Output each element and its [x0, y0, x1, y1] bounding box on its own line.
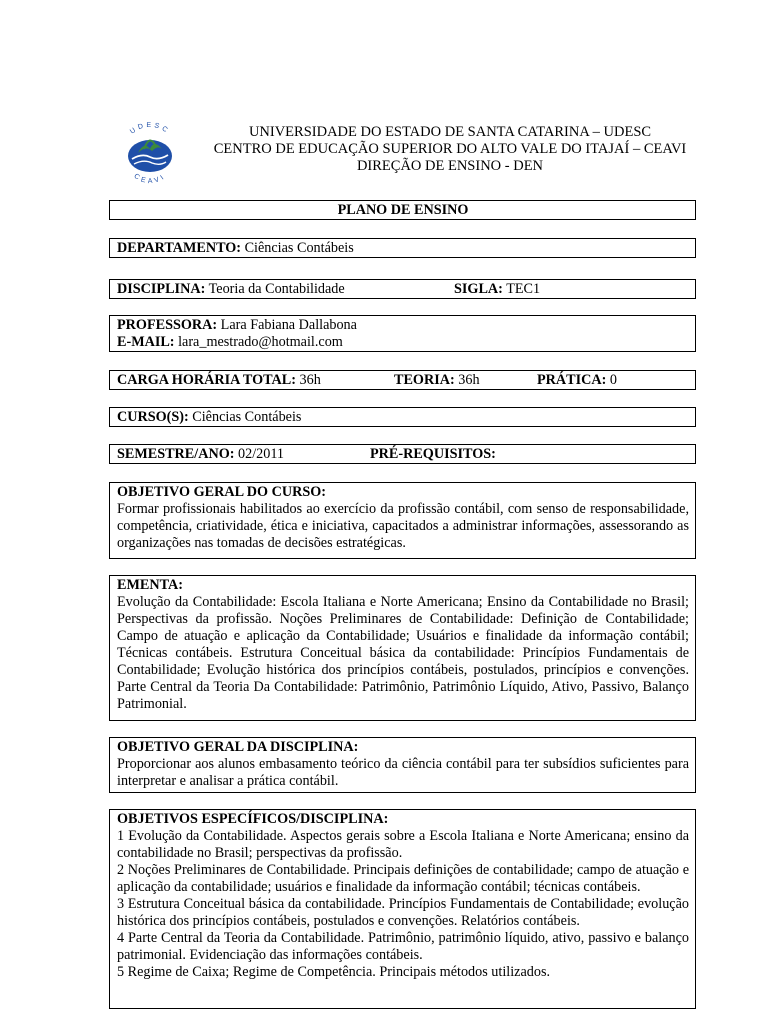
logo-text-bottom: CEAVI	[132, 172, 168, 186]
course-value: Ciências Contábeis	[192, 409, 302, 425]
theory-value: 36h	[458, 372, 480, 388]
department-box	[109, 238, 696, 258]
document-header	[110, 115, 700, 190]
specific-objective-item: 3 Estrutura Conceitual básica da contabilidade. Princípios Fundamentais de Contabilidade; evolução histórica dos princípios contábeis, postulados e convenções. Relatórios contábeis.	[117, 896, 689, 929]
course-objective-box	[109, 482, 696, 559]
specific-objectives-heading: OBJETIVOS ESPECÍFICOS/DISCIPLINA:	[117, 811, 389, 827]
center-name: CENTRO DE EDUCAÇÃO SUPERIOR DO ALTO VALE DO ITAJAÍ – CEAVI	[213, 141, 687, 157]
logo-text-top: UDESC	[129, 121, 171, 136]
professor-value: Lara Fabiana Dallabona	[220, 317, 357, 333]
email-label: E-MAIL:	[117, 334, 175, 350]
ementa-text: Evolução da Contabilidade: Escola Italiana e Norte Americana; Ensino da Contabilidade no Brasil; Perspectivas da profissão. Noções Preliminares de Contabilidade: Definição de Contabilidade; Campo de atuação e aplicação da Contabilidade; Usuários e finalidade da informação contábil; Técnicas contábeis. Estrutura Conceitual básica da contabilidade: Princípios Fundamentais de Contabilidade; Evolução histórica dos princípios contábeis, postulados, princípios e convenções. Parte Central da Teoria Da Contabilidade: Patrimônio, Patrimônio Líquido, Ativo, Passivo, Balanço Patrimonial.	[117, 594, 689, 712]
sigla-value: TEC1	[506, 281, 541, 297]
plan-title: PLANO DE ENSINO	[337, 202, 469, 218]
workload-total-label: CARGA HORÁRIA TOTAL:	[117, 372, 296, 388]
practice-label: PRÁTICA:	[537, 372, 607, 388]
specific-objective-item: 4 Parte Central da Teoria da Contabilidade. Patrimônio, patrimônio líquido, ativo, passivo e balanço patrimonial. Evidenciação das informações contábeis.	[117, 930, 689, 963]
department-value: Ciências Contábeis	[244, 240, 354, 256]
udesc-ceavi-seal-icon	[116, 119, 184, 187]
semester-box	[109, 444, 696, 464]
ementa-box	[109, 575, 696, 721]
university-name: UNIVERSIDADE DO ESTADO DE SANTA CATARINA – UDESC	[248, 124, 652, 140]
discipline-box	[109, 279, 696, 299]
professor-box	[109, 315, 696, 352]
sigla-label: SIGLA:	[454, 281, 503, 297]
course-objective-text: Formar profissionais habilitados ao exercício da profissão contábil, com senso de responsabilidade, competência, criatividade, ética e iniciativa, capacitados a administrar informações, assessorando as organizações nas tomadas de decisões estratégicas.	[117, 501, 689, 551]
ementa-heading: EMENTA:	[117, 577, 183, 593]
semester-label: SEMESTRE/ANO:	[117, 446, 235, 462]
theory-label: TEORIA:	[394, 372, 455, 388]
direction-name: DIREÇÃO DE ENSINO - DEN	[356, 158, 544, 174]
discipline-objective-heading: OBJETIVO GERAL DA DISCIPLINA:	[117, 739, 359, 755]
specific-objectives-box	[109, 809, 696, 1009]
semester-value: 02/2011	[238, 446, 284, 462]
discipline-label: DISCIPLINA:	[117, 281, 206, 297]
svg-text:UDESC	[129, 122, 171, 136]
course-label: CURSO(S):	[117, 409, 189, 425]
svg-text:CEAVI	[133, 173, 168, 185]
workload-box	[109, 370, 696, 390]
specific-objective-item: 5 Regime de Caixa; Regime de Competência. Principais métodos utilizados.	[117, 964, 551, 980]
discipline-value: Teoria da Contabilidade	[208, 281, 345, 297]
prerequisites-label: PRÉ-REQUISITOS:	[370, 446, 496, 462]
course-objective-heading: OBJETIVO GERAL DO CURSO:	[117, 484, 327, 500]
specific-objective-item: 2 Noções Preliminares de Contabilidade. Principais definições de contabilidade; campo de atuação e aplicação da contabilidade; usuários e finalidade da informação contábil; técnicas contábeis.	[117, 862, 689, 895]
practice-value: 0	[609, 372, 617, 388]
specific-objective-item: 1 Evolução da Contabilidade. Aspectos gerais sobre a Escola Italiana e Norte Americana; ensino da contabilidade no Brasil; perspectivas da profissão.	[117, 828, 689, 861]
workload-total-value: 36h	[299, 372, 321, 388]
discipline-objective-text: Proporcionar aos alunos embasamento teórico da ciência contábil para ter subsídios suficientes para interpretar e analisar a prática contábil.	[117, 756, 689, 789]
discipline-objective-box	[109, 737, 696, 793]
course-box	[109, 407, 696, 427]
department-label: DEPARTAMENTO:	[117, 240, 242, 256]
plan-title-box	[109, 200, 696, 220]
professor-label: PROFESSORA:	[117, 317, 218, 333]
email-value: lara_mestrado@hotmail.com	[178, 334, 343, 350]
